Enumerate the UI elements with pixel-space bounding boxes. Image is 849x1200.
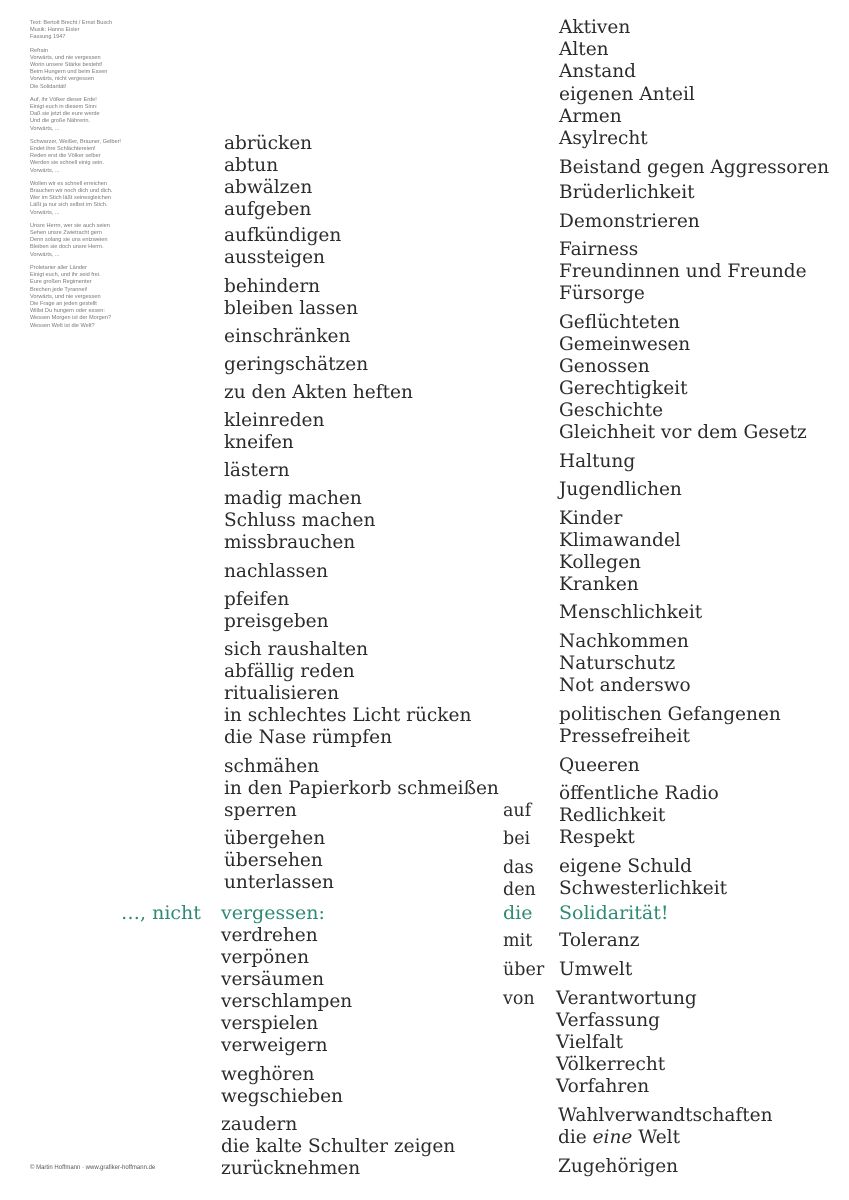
- noun-item: Fürsorge: [559, 283, 645, 304]
- lyric-line: Wer im Stich läßt seinesgleichen: [30, 195, 112, 202]
- noun-item: Toleranz: [559, 930, 640, 951]
- verb-item: versäumen: [221, 969, 325, 990]
- verb-item: bleiben lassen: [224, 298, 359, 319]
- noun-item: Beistand gegen Aggressoren: [559, 157, 830, 178]
- noun-item: eigenen Anteil: [559, 84, 695, 105]
- lyric-line: Reden erst die Völker selber: [30, 153, 101, 160]
- preposition-item: bei: [503, 829, 531, 849]
- noun-item: Genossen: [559, 356, 650, 377]
- verb-item: in schlechtes Licht rücken: [224, 705, 472, 726]
- stanza-refrain: [30, 48, 190, 91]
- lyric-line: Vorwärts, nicht vergessen: [30, 76, 95, 83]
- verb-item: die Nase rümpfen: [224, 727, 392, 748]
- noun-item: Geschichte: [559, 400, 664, 421]
- verb-item: in den Papierkorb schmeißen: [224, 778, 499, 799]
- lyric-line: Schwarzer, Weißer, Brauner, Gelber!: [30, 138, 121, 145]
- verb-item: sperren: [224, 800, 297, 821]
- noun-item: politischen Gefangenen: [559, 704, 781, 725]
- verb-item: lästern: [224, 460, 290, 481]
- song-text-sidebar: [30, 20, 190, 336]
- one-world-post: Welt: [632, 1127, 681, 1148]
- verb-item: einschränken: [224, 326, 351, 347]
- lyric-line: Brechen jede Tyrannei!: [30, 286, 88, 293]
- song-credits: [30, 20, 190, 42]
- verb-item: übersehen: [224, 850, 323, 871]
- lyric-line: Vorwärts, und nie vergessen: [30, 293, 101, 300]
- lyric-line: Beim Hungern und beim Essen: [30, 69, 108, 76]
- lyric-line: Worin unsere Stärke besteht!: [30, 62, 103, 69]
- verb-item: übergehen: [224, 828, 326, 849]
- lyric-line: Werden sie schnell einig sein.: [30, 160, 104, 167]
- verb-item: behindern: [224, 276, 321, 297]
- lyric-line: Einigt euch in diesem Sinn:: [30, 104, 98, 111]
- credit-line: Text: Bertolt Brecht / Ernst Busch: [30, 20, 113, 26]
- one-world-pre: die: [558, 1127, 593, 1148]
- preposition-item: den: [503, 880, 536, 900]
- verb-item: abrücken: [224, 133, 313, 154]
- lyric-line: Die Solidarität!: [30, 83, 67, 90]
- noun-item: Nachkommen: [559, 631, 689, 652]
- verb-item: ritualisieren: [224, 683, 340, 704]
- noun-item: Naturschutz: [559, 653, 676, 674]
- noun-item: Vielfalt: [556, 1032, 624, 1053]
- lyric-line: Denn solang sie uns entzweien: [30, 237, 108, 244]
- lyric-line: Wessen Morgen ist der Morgen?: [30, 315, 112, 322]
- lyric-line: Eure großen Regimenter: [30, 279, 92, 286]
- lyric-line: Proletarier aller Länder: [30, 264, 87, 271]
- noun-item: Völkerrecht: [556, 1054, 666, 1075]
- noun-item: Geflüchteten: [559, 312, 680, 333]
- lyric-line: Vorwärts, ...: [30, 251, 60, 258]
- preposition-item: von: [503, 989, 535, 1009]
- preposition-item: über: [503, 960, 545, 980]
- verb-item: Schluss machen: [224, 510, 376, 531]
- verb-item: sich raushalten: [224, 639, 369, 660]
- lyric-line: Einigt euch, und ihr seid frei.: [30, 272, 101, 279]
- verb-item: verpönen: [221, 947, 310, 968]
- noun-item: Redlichkeit: [559, 805, 666, 826]
- noun-item: Vorfahren: [556, 1076, 650, 1097]
- lyric-line: Unsre Herrn, wer sie auch seien: [30, 222, 110, 229]
- noun-item: Not anderswo: [559, 675, 691, 696]
- verb-item: verdrehen: [221, 925, 318, 946]
- verb-item: abwälzen: [224, 177, 313, 198]
- verb-item: pfeifen: [224, 589, 290, 610]
- noun-item: Gemeinwesen: [559, 334, 691, 355]
- verb-item: weghören: [221, 1064, 315, 1085]
- verb-item: kneifen: [224, 432, 294, 453]
- noun-item: Gerechtigkeit: [559, 378, 688, 399]
- noun-item: Kollegen: [559, 552, 641, 573]
- verb-item: geringschätzen: [224, 354, 369, 375]
- lyric-line: Die Frage an jeden gestellt: [30, 300, 97, 307]
- designer-credit: © Martin Hoffmann · www.grafiker-hoffmann.de: [30, 1165, 156, 1171]
- lyric-line: Auf, ihr Völker dieser Erde!: [30, 96, 97, 103]
- lyric-line: Vorwärts, und nie vergessen: [30, 54, 101, 61]
- stanza-1: [30, 97, 190, 133]
- stanza-4: [30, 223, 190, 259]
- noun-item: Jugendlichen: [559, 479, 682, 500]
- noun-item: Kranken: [559, 574, 639, 595]
- noun-item: Wahlverwandtschaften: [558, 1105, 773, 1126]
- preposition-item: auf: [503, 801, 532, 821]
- one-world-emphasis: eine: [592, 1127, 633, 1148]
- phrase-lead: …, nicht: [121, 902, 201, 924]
- lyric-line: Vorwärts, ...: [30, 167, 60, 174]
- noun-item: Pressefreiheit: [559, 726, 690, 747]
- noun-item: eigene Schuld: [559, 856, 693, 877]
- verb-item: zurücknehmen: [221, 1158, 361, 1179]
- verb-item: madig machen: [224, 488, 362, 509]
- preposition-item: mit: [503, 931, 533, 951]
- noun-item: Asylrecht: [559, 128, 648, 149]
- noun-item: Freundinnen und Freunde: [559, 261, 807, 282]
- verb-item: aussteigen: [224, 247, 325, 268]
- lyric-line: Willst Du hungern oder essen:: [30, 308, 105, 315]
- noun-item: Verfassung: [556, 1010, 660, 1031]
- verb-item: abfällig reden: [224, 661, 355, 682]
- lyric-line: Vorwärts, ...: [30, 125, 60, 132]
- noun-item: Queeren: [559, 755, 640, 776]
- noun-item: Fairness: [559, 239, 639, 260]
- noun-item: Menschlichkeit: [559, 602, 703, 623]
- verb-item: missbrauchen: [224, 532, 356, 553]
- phrase-article: die: [503, 902, 533, 924]
- verb-item: preisgeben: [224, 611, 329, 632]
- lyric-line: Refrain: [30, 47, 49, 54]
- preposition-item: das: [503, 858, 534, 878]
- lyric-line: Sehen unsre Zwietracht gern: [30, 230, 102, 237]
- noun-item: Klimawandel: [559, 530, 681, 551]
- verb-item: verspielen: [221, 1013, 319, 1034]
- verb-item: unterlassen: [224, 872, 334, 893]
- verb-item: abtun: [224, 155, 279, 176]
- noun-item: Brüderlichkeit: [559, 182, 695, 203]
- noun-item: Aktiven: [559, 17, 631, 38]
- stanza-5: [30, 265, 190, 330]
- noun-item: Schwesterlichkeit: [559, 878, 728, 899]
- noun-item: Demonstrieren: [559, 211, 700, 232]
- lyric-line: Endet ihre Schlächtereien!: [30, 146, 96, 153]
- lyric-line: Wessen Welt ist die Welt?: [30, 322, 95, 329]
- lyric-line: Läßt ja nur sich selbst im Stich.: [30, 202, 108, 209]
- verb-item: zu den Akten heften: [224, 382, 413, 403]
- lyric-line: Brauchen wir noch dich und dich.: [30, 188, 113, 195]
- credit-line: Fassung 1947: [30, 34, 66, 41]
- phrase-noun: Solidarität!: [559, 902, 669, 924]
- noun-item: Zugehörigen: [558, 1156, 679, 1177]
- noun-item: Armen: [559, 106, 622, 127]
- noun-item: Kinder: [559, 508, 623, 529]
- noun-item: Alten: [559, 39, 609, 60]
- stanza-2: [30, 139, 190, 175]
- noun-item: Umwelt: [559, 959, 633, 980]
- noun-item: Verantwortung: [556, 988, 697, 1009]
- noun-item: Respekt: [559, 827, 635, 848]
- lyric-line: Wollen wir es schnell erreichen: [30, 180, 107, 187]
- lyric-line: Und die große Nährerin.: [30, 118, 91, 125]
- noun-item: Haltung: [559, 451, 636, 472]
- phrase-verb: vergessen:: [221, 902, 325, 924]
- stanza-3: [30, 181, 190, 217]
- verb-item: verschlampen: [221, 991, 353, 1012]
- noun-item: Anstand: [559, 61, 636, 82]
- verb-item: verweigern: [221, 1035, 328, 1056]
- noun-item: öffentliche Radio: [559, 783, 719, 804]
- verb-item: aufgeben: [224, 199, 312, 220]
- noun-item-one-world: [558, 1127, 680, 1149]
- verb-item: kleinreden: [224, 410, 325, 431]
- credit-line: Musik: Hanns Eisler: [30, 27, 80, 34]
- lyric-line: Vorwärts, ...: [30, 209, 60, 216]
- verb-item: aufkündigen: [224, 225, 342, 246]
- verb-item: die kalte Schulter zeigen: [221, 1136, 456, 1157]
- verb-item: zaudern: [221, 1114, 298, 1135]
- verb-item: nachlassen: [224, 561, 329, 582]
- verb-item: wegschieben: [221, 1086, 343, 1107]
- lyric-line: Bleiben sie doch unsre Herrn.: [30, 244, 104, 251]
- verb-item: schmähen: [224, 756, 320, 777]
- lyric-line: Daß sie jetzt die eure werde: [30, 111, 100, 118]
- noun-item: Gleichheit vor dem Gesetz: [559, 422, 807, 443]
